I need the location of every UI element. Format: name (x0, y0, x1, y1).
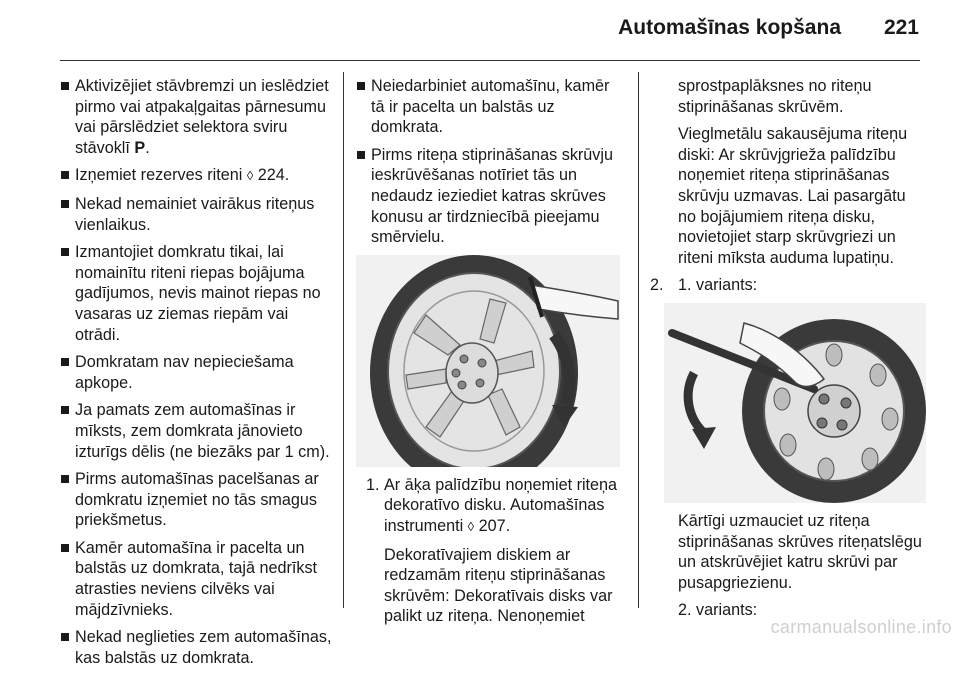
list-item: Aktivizējiet stāvbremzi un ieslēdziet pirmo vai atpakaļgaitas pārnesumu vai pārslēdziet selektora sviru stāvoklī P. (60, 76, 332, 158)
bullet-icon (61, 358, 69, 366)
page-ref-icon: ◊ (246, 168, 254, 184)
list-item: Pirms automašīnas pacelšanas ar domkratu izņemiet no tās smagus priekšmetus. (60, 469, 332, 531)
hubcap-removal-illustration (356, 255, 620, 467)
header-rule (60, 60, 920, 61)
list-item: Neiedarbiniet automašīnu, kamēr tā ir pacelta un balstās uz domkrata. (356, 76, 626, 138)
column-2 (356, 76, 626, 634)
section-title: Automašīnas kopšana (618, 16, 841, 39)
list-item: Domkratam nav nepieciešama apkope. (60, 352, 332, 393)
continued-text: sprostpaplāksnes no riteņu stiprināšanas skrūvēm. (678, 77, 872, 116)
bullet-icon (61, 171, 69, 179)
list-item: Izņemiet rezerves riteni ◊ 224. (60, 165, 332, 187)
list-item: Nekad nemainiet vairākus riteņus vienlaikus. (60, 194, 332, 235)
bullet-icon (61, 633, 69, 641)
bullet-icon (61, 82, 69, 90)
list-item: Pirms riteņa stiprināšanas skrūvju ieskrūvēšanas notīriet tās un nedaudz ieziediet katras skrūves konusu ar tirdzniecībā pieejamu smērvielu. (356, 145, 626, 248)
column-divider (638, 72, 639, 608)
column-divider (343, 72, 344, 608)
wheel-wrench-illustration (664, 303, 926, 503)
page-number: 221 (883, 16, 919, 39)
bullet-icon (357, 82, 365, 90)
column-3 (650, 76, 926, 628)
bullet-icon (61, 475, 69, 483)
list-item: Ja pamats zem automašīnas ir mīksts, zem domkrata jānovieto izturīgs dēlis (ne biezāks par 1 cm). (60, 400, 332, 462)
list-item: Nekad neglieties zem automašīnas, kas balstās uz domkrata. (60, 627, 332, 668)
bullet-icon (61, 406, 69, 414)
bullet-icon (61, 248, 69, 256)
list-item: Kamēr automašīna ir pacelta un balstās uz domkrata, tajā nedrīkst atrasties neviens cilvēks vai mājdzīvnieks. (60, 538, 332, 620)
bullet-icon (61, 544, 69, 552)
list-item: Izmantojiet domkratu tikai, lai nomainītu riteni riepas bojājuma gadījumos, nevis mainot riepas no vasaras uz ziemas riepām vai otrādi. (60, 242, 332, 345)
bullet-icon (61, 200, 69, 208)
step-note: Dekoratīvajiem diskiem ar redzamām riteņu stiprināšanas skrūvēm: Dekoratīvais disks var palikt uz riteņa. Nenoņemiet (384, 545, 613, 626)
column-1 (60, 76, 332, 675)
step-1: 1. Ar āķa palīdzību noņemiet riteņa dekoratīvo disku. Automašīnas instrumenti ◊ 207. (366, 475, 618, 535)
page-header (0, 0, 960, 62)
step-2: 2. 1. variants: (650, 276, 758, 295)
watermark: carmanualsonline.info (770, 617, 952, 637)
bullet-icon (357, 151, 365, 159)
variant-1-instructions: Kārtīgi uzmauciet uz riteņa stiprināšanas skrūves riteņatslēgu un atskrūvējiet katru skrūvi par pusapgriezienu. (678, 511, 922, 592)
variant-2-label: 2. variants: (678, 601, 758, 620)
page-ref-icon: ◊ (467, 518, 475, 534)
alloy-wheel-note: Vieglmetālu sakausējuma riteņu diski: Ar skrūvjgrieža palīdzību noņemiet riteņa stiprināšanas skrūvju uzmavas. Lai pasargātu no bojājumiem riteņa disku, novietojiet starp skrūvgriezi un riteni mīksta auduma lupatiņu. (678, 125, 908, 267)
